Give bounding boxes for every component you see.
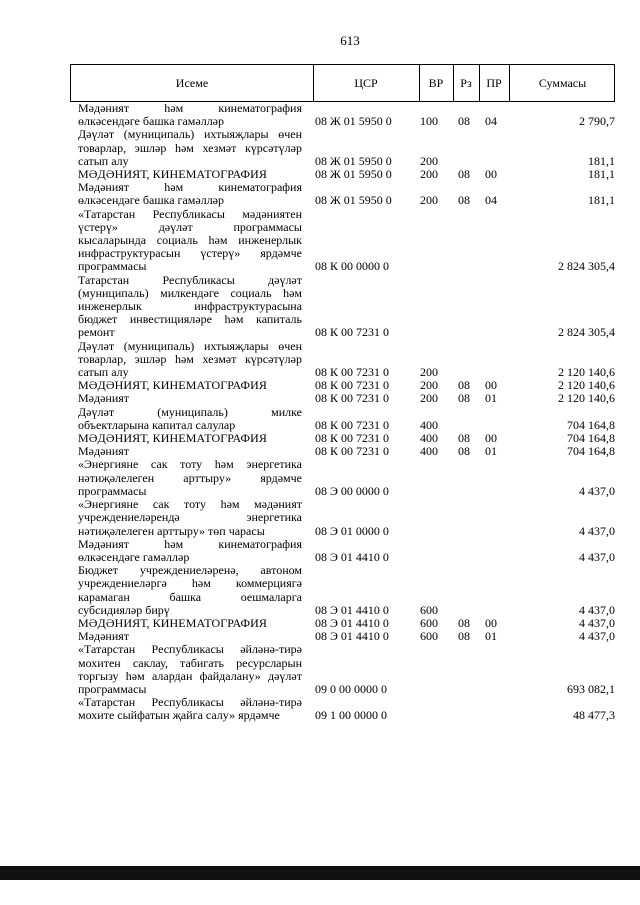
row-name-line: өлкәсендәге башка гамәлләр — [78, 193, 225, 208]
table-row — [70, 458, 615, 498]
cell-sum: 704 164,8 — [567, 444, 615, 459]
table-row — [70, 498, 615, 538]
row-name-line: «Татарстан Республикасы мәдәниятен — [78, 206, 302, 221]
header-name: Исеме — [175, 75, 209, 90]
table-row — [70, 102, 615, 128]
cell-sum: 4 437,0 — [579, 523, 615, 538]
row-name-line: сатып алу — [78, 153, 129, 168]
row-name — [70, 696, 302, 722]
cell-sum: 181,1 — [588, 193, 615, 208]
cell-vr: 400 — [420, 431, 438, 446]
cell-csr: 08 К 00 7231 0 — [315, 444, 390, 459]
row-name-line: Мәдәният — [78, 391, 130, 406]
cell-csr: 08 К 00 0000 0 — [315, 259, 390, 274]
row-name-line: (муниципаль) милкендәге социаль һәм — [78, 285, 302, 300]
row-name-line: «Татарстан Республикасы әйләнә-тирә — [78, 642, 302, 657]
cell-pr: 01 — [485, 444, 497, 459]
row-name-line: мохите сыйфатын җайга салу» ярдәмче — [78, 708, 280, 723]
cell-rz: 08 — [458, 193, 470, 208]
cell-pr: 04 — [485, 114, 497, 129]
header-csr: ЦСР — [354, 75, 378, 90]
row-name-line: учреждениеләрендә энергетика — [78, 510, 302, 525]
row-name-line: кысаларында социаль һәм инженерлык — [78, 233, 302, 248]
cell-sum: 4 437,0 — [579, 629, 615, 644]
row-name — [70, 128, 302, 168]
row-name-line: нәтиҗәлелеген арттыру» ярдәмче — [78, 470, 302, 485]
cell-csr: 08 К 00 7231 0 — [315, 325, 390, 340]
header-vr: ВР — [428, 75, 444, 90]
cell-rz: 08 — [458, 114, 470, 129]
row-name-line: Татарстан Республикасы дәүләт — [78, 272, 302, 287]
cell-sum: 704 164,8 — [567, 431, 615, 446]
row-name-line: торгызу һәм алардан файдалану» дәүләт — [78, 668, 302, 683]
cell-csr: 09 1 00 0000 0 — [315, 708, 387, 723]
row-name — [70, 181, 302, 207]
row-name-line: Мәдәният — [78, 444, 130, 459]
cell-vr: 200 — [420, 391, 438, 406]
row-name-line: МӘДӘНИЯТ, КИНЕМАТОГРАФИЯ — [78, 431, 267, 446]
row-name-line: Мәдәният һәм кинематография — [78, 101, 302, 115]
row-name — [70, 392, 302, 405]
cell-rz: 08 — [458, 615, 470, 630]
row-name-line: товарлар, эшләр һәм хезмәт күрсәтүләр — [78, 351, 302, 366]
cell-pr: 00 — [485, 431, 497, 446]
cell-csr: 08 Ж 01 5950 0 — [315, 114, 392, 129]
row-name-line: үстерү» дәүләт программасы — [78, 219, 302, 234]
cell-sum: 2 824 305,4 — [558, 259, 615, 274]
row-name-line: программасы — [78, 483, 147, 498]
row-name-line: МӘДӘНИЯТ, КИНЕМАТОГРАФИЯ — [78, 167, 267, 182]
cell-vr: 600 — [420, 629, 438, 644]
cell-csr: 08 К 00 7231 0 — [315, 431, 390, 446]
row-name — [70, 564, 302, 617]
row-name-line: ремонт — [78, 325, 115, 340]
cell-csr: 08 Э 01 4410 0 — [315, 629, 389, 644]
row-name — [70, 458, 302, 498]
row-name-line: сатып алу — [78, 365, 129, 380]
cell-sum: 48 477,3 — [573, 708, 615, 723]
row-name-line: Дәүләт (муниципаль) милке — [78, 404, 302, 419]
cell-vr: 200 — [420, 153, 438, 168]
row-name-line: объектларына капитал салулар — [78, 417, 236, 432]
row-name — [70, 208, 302, 274]
row-name — [70, 340, 302, 380]
table-row — [70, 181, 615, 207]
table-row — [70, 406, 615, 432]
cell-pr: 00 — [485, 615, 497, 630]
cell-sum: 2 824 305,4 — [558, 325, 615, 340]
cell-csr: 08 К 00 7231 0 — [315, 378, 390, 393]
table-row — [70, 128, 615, 168]
cell-sum: 704 164,8 — [567, 417, 615, 432]
cell-sum: 2 790,7 — [579, 114, 615, 129]
table-row — [70, 340, 615, 380]
cell-sum: 2 120 140,6 — [558, 365, 615, 380]
row-name — [70, 102, 302, 128]
row-name-line: товарлар, эшләр һәм хезмәт күрсәтүләр — [78, 140, 302, 155]
cell-csr: 08 Э 01 4410 0 — [315, 602, 389, 617]
cell-csr: 08 Э 00 0000 0 — [315, 483, 389, 498]
row-name-line: «Энергияне сак тоту һәм энергетика — [78, 457, 302, 472]
row-name-line: МӘДӘНИЯТ, КИНЕМАТОГРАФИЯ — [78, 378, 267, 393]
cell-csr: 08 Э 01 4410 0 — [315, 615, 389, 630]
cell-pr: 00 — [485, 378, 497, 393]
row-name-line: инфраструктурасын үстерү» ярдәмче — [78, 246, 302, 261]
cell-pr: 01 — [485, 391, 497, 406]
row-name — [70, 643, 302, 696]
table-row — [70, 643, 615, 696]
row-name-line: өлкәсендәге башка гамәлләр — [78, 114, 225, 129]
cell-rz: 08 — [458, 167, 470, 182]
table-row — [70, 274, 615, 340]
cell-csr: 08 Ж 01 5950 0 — [315, 193, 392, 208]
row-name-line: Мәдәният һәм кинематография — [78, 180, 302, 195]
table-body — [70, 102, 615, 723]
header-sum: Суммасы — [538, 75, 587, 90]
cell-rz: 08 — [458, 444, 470, 459]
table-row — [70, 696, 615, 722]
cell-pr: 00 — [485, 167, 497, 182]
cell-vr: 200 — [420, 365, 438, 380]
row-name-line: Мәдәният — [78, 629, 130, 644]
cell-csr: 08 Ж 01 5950 0 — [315, 153, 392, 168]
row-name-line: Дәүләт (муниципаль) ихтыяҗлары өчен — [78, 338, 302, 353]
row-name — [70, 406, 302, 432]
row-name — [70, 538, 302, 564]
cell-vr: 600 — [420, 602, 438, 617]
row-name-line: бюджет инвестицияләре һәм капиталь — [78, 312, 302, 327]
cell-vr: 200 — [420, 167, 438, 182]
cell-rz: 08 — [458, 378, 470, 393]
cell-sum: 4 437,0 — [579, 483, 615, 498]
row-name-line: учреждениеләргә һәм коммерциягә — [78, 576, 302, 591]
row-name-line: МӘДӘНИЯТ, КИНЕМАТОГРАФИЯ — [78, 615, 267, 630]
cell-pr: 04 — [485, 193, 497, 208]
row-name-line: мохитен саклау, табигать ресурсларын — [78, 655, 302, 670]
cell-rz: 08 — [458, 391, 470, 406]
cell-vr: 400 — [420, 417, 438, 432]
cell-vr: 600 — [420, 615, 438, 630]
row-name — [70, 498, 302, 538]
cell-sum: 2 120 140,6 — [558, 391, 615, 406]
cell-vr: 400 — [420, 444, 438, 459]
cell-sum: 181,1 — [588, 153, 615, 168]
row-name-line: карамаган башка оешмаларга — [78, 589, 302, 604]
cell-csr: 08 Э 01 0000 0 — [315, 523, 389, 538]
table-header — [70, 64, 615, 102]
row-name-line: «Татарстан Республикасы әйләнә-тирә — [78, 695, 302, 710]
cell-sum: 4 437,0 — [579, 615, 615, 630]
cell-sum: 4 437,0 — [579, 549, 615, 564]
cell-vr: 200 — [420, 193, 438, 208]
row-name-line: субсидияләр бирү — [78, 602, 170, 617]
cell-sum: 181,1 — [588, 167, 615, 182]
cell-sum: 693 082,1 — [567, 681, 615, 696]
cell-csr: 08 К 00 7231 0 — [315, 365, 390, 380]
row-name-line: программасы — [78, 259, 147, 274]
cell-rz: 08 — [458, 431, 470, 446]
table-row — [70, 564, 615, 617]
cell-rz: 08 — [458, 629, 470, 644]
row-name-line: нәтиҗәлелеген арттыру» төп чарасы — [78, 523, 265, 538]
row-name-line: программасы — [78, 681, 147, 696]
row-name — [70, 274, 302, 340]
budget-table — [70, 64, 615, 723]
row-name-line: Бюджет учреждениеләренә, автоном — [78, 563, 302, 578]
header-rz: Рз — [460, 75, 472, 90]
cell-csr: 08 Э 01 4410 0 — [315, 549, 389, 564]
row-name-line: Мәдәният һәм кинематография — [78, 536, 302, 551]
header-pr: ПР — [486, 75, 502, 90]
cell-csr: 08 К 00 7231 0 — [315, 391, 390, 406]
row-name-line: Дәүләт (муниципаль) ихтыяҗлары өчен — [78, 127, 302, 142]
row-name-line: өлкәсендәге гамәлләр — [78, 549, 190, 564]
cell-csr: 08 Ж 01 5950 0 — [315, 167, 392, 182]
cell-sum: 4 437,0 — [579, 602, 615, 617]
cell-sum: 2 120 140,6 — [558, 378, 615, 393]
cell-pr: 01 — [485, 629, 497, 644]
cell-csr: 08 К 00 7231 0 — [315, 417, 390, 432]
cell-vr: 200 — [420, 378, 438, 393]
cell-csr: 09 0 00 0000 0 — [315, 681, 387, 696]
table-row — [70, 538, 615, 564]
page-number: 613 — [340, 33, 360, 48]
table-row — [70, 392, 615, 405]
row-name-line: инженерлык инфраструктурасына — [78, 299, 302, 314]
cell-vr: 100 — [420, 114, 438, 129]
row-name-line: «Энергияне сак тоту һәм мәдәният — [78, 497, 302, 512]
scan-border — [0, 866, 640, 880]
table-row — [70, 208, 615, 274]
